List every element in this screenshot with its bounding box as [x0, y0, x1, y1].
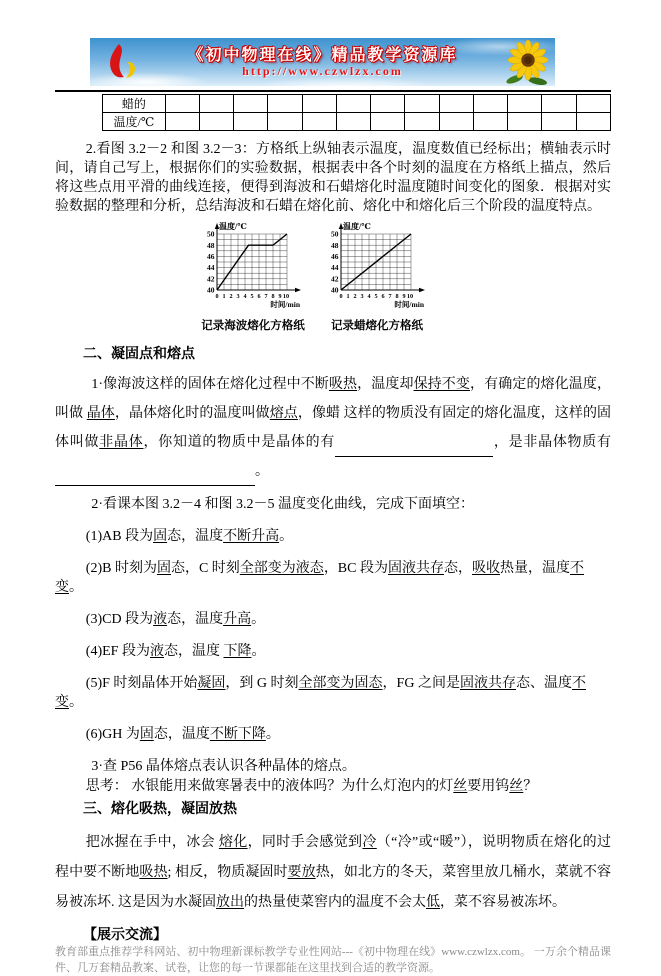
table-empty-cell	[576, 95, 610, 113]
table-row-temperature	[103, 113, 611, 131]
question-text: ，温度却	[357, 377, 414, 392]
question-text: 。	[69, 580, 83, 595]
wax-chart-caption: 记录蜡熔化方格纸	[331, 320, 423, 332]
question-text: 的热量使菜窖内的温度不会太	[244, 895, 426, 910]
question-text: ，是非晶体物质有	[493, 435, 612, 450]
table-empty-cell	[336, 95, 370, 113]
question-text: ，像蜡 这样的物质没有固定的熔化温度，这样的固体叫做	[55, 406, 612, 450]
table-empty-cell	[439, 113, 473, 131]
svg-text:温度/℃: 温度/℃	[219, 222, 247, 231]
item-2-sub-5	[55, 674, 611, 712]
question-text: ，到 G 时刻	[225, 676, 299, 691]
site-banner	[90, 38, 555, 86]
answer-underlined: 熔化	[218, 835, 248, 850]
question-text: (1)AB 段为	[85, 529, 154, 544]
answer-underlined: 要放	[287, 865, 316, 880]
svg-text:46: 46	[207, 252, 215, 261]
question-text: 态，C 时刻	[170, 561, 240, 576]
banner-text-block	[140, 46, 505, 77]
question-text: ，菜不容易被冻坏。	[440, 895, 566, 910]
svg-text:2: 2	[229, 293, 233, 300]
question-text: 。	[255, 464, 269, 479]
svg-text:6: 6	[257, 293, 261, 300]
sunflower-icon	[505, 39, 551, 85]
question-text: ？	[523, 779, 538, 794]
answer-underlined: 丝	[509, 779, 524, 794]
question-text: ，FG 之间是	[382, 676, 460, 691]
item-2-sub-4	[55, 642, 611, 661]
table-empty-cell	[371, 95, 405, 113]
item-1-paragraph	[55, 370, 611, 486]
question-text: 热量，温度	[500, 561, 570, 576]
table-empty-cell	[439, 95, 473, 113]
svg-text:44: 44	[207, 263, 215, 273]
question-text: 态，温度	[153, 727, 210, 742]
instruction-paragraph: 2.看图 3.2－2 和图 3.2－3：方格纸上纵轴表示温度，温度数值已经标出；横轴表示时间，请自己写上，根据你们的实验数据，根据表中各个时刻的温度在方格纸上描点，然后将这些点用平滑的曲线连接，便得到海波和石蜡熔化时温度随时间变化的图象．根据对实验数据的整理和分析，总结海波和石蜡在熔化前、熔化中和熔化后三个阶段的温度特点。	[55, 142, 611, 214]
svg-text:40: 40	[331, 285, 339, 295]
page-footer: 教育部重点推荐学科网站、初中物理新课标教学专业性网站---《初中物理在线》www.czwlzx.com。 一万余个精品课件、几万套精品教案、试卷，让您的每一节课都能在这里找到合适的教学资源。	[55, 946, 611, 974]
table-empty-cell	[268, 95, 302, 113]
svg-text:4: 4	[367, 293, 371, 300]
table-empty-cell	[200, 113, 234, 131]
charts-row	[37, 221, 593, 333]
question-text: (5)F 时刻晶体开始	[85, 676, 198, 691]
question-text: 。	[251, 644, 266, 659]
question-text: （“冷”或“暖”），说明物质在熔化的过程中要不断地	[55, 835, 612, 880]
svg-text:1: 1	[346, 293, 350, 300]
table-empty-cell	[234, 95, 268, 113]
svg-text:48: 48	[207, 240, 215, 250]
item-2-sub-1	[55, 527, 611, 546]
answer-underlined: 下降	[223, 644, 252, 659]
answer-underlined: 吸热	[139, 865, 168, 880]
answer-underlined: 吸收	[472, 561, 500, 576]
answer-underlined: 升高	[223, 612, 252, 627]
melting-heat-paragraph	[55, 828, 611, 918]
svg-text:9: 9	[402, 293, 406, 300]
table-empty-cell	[268, 113, 302, 131]
svg-text:50: 50	[331, 229, 339, 239]
svg-text:42: 42	[207, 274, 215, 284]
answer-underlined: 液	[153, 612, 168, 627]
question-text: (4)EF 段为	[85, 644, 150, 659]
answer-underlined: 丝	[453, 779, 468, 794]
svg-text:3: 3	[360, 293, 364, 300]
svg-text:5: 5	[374, 293, 378, 300]
answer-underlined: 全部变为液态	[239, 561, 324, 576]
fill-in-blank	[335, 442, 493, 457]
table-empty-cell	[165, 95, 199, 113]
item-2-sub-3	[55, 610, 611, 629]
table-empty-cell	[508, 113, 542, 131]
table-empty-cell	[508, 95, 542, 113]
haibo-melting-chart	[193, 221, 313, 333]
question-text: ，同时手会感觉到	[247, 835, 363, 850]
answer-underlined: 不变	[55, 561, 584, 595]
question-text: 态、温度	[515, 676, 572, 691]
answer-underlined: 液	[149, 644, 164, 659]
table-empty-cell	[473, 113, 507, 131]
table-empty-cell	[371, 113, 405, 131]
answer-underlined: 不断下降	[209, 727, 266, 742]
question-text: 。	[265, 727, 280, 742]
table-empty-cell	[473, 95, 507, 113]
question-text: 把冰握在手中，冰会	[85, 835, 219, 850]
svg-text:48: 48	[331, 240, 339, 250]
answer-underlined: 固	[156, 561, 171, 576]
answer-underlined: 冷	[362, 835, 377, 850]
question-text: ，晶体熔化时的温度叫做	[114, 406, 270, 421]
svg-text:0: 0	[215, 293, 219, 300]
show-exchange-heading: 【展示交流】	[83, 928, 167, 943]
answer-underlined: 放出	[216, 895, 244, 910]
question-text: 思考： 水银能用来做寒暑表中的液体吗？为什么灯泡内的灯	[85, 779, 454, 794]
banner-title: 《初中物理在线》精品教学资源库	[187, 47, 458, 65]
question-text: 态，温度	[167, 529, 224, 544]
section-3-heading: 三、熔化吸热，凝固放热	[83, 802, 237, 817]
answer-underlined: 非晶体	[99, 435, 144, 450]
svg-text:50: 50	[207, 229, 215, 239]
answer-underlined: 低	[426, 895, 440, 910]
question-text: ，BC 段为	[323, 561, 388, 576]
question-text: (3)CD 段为	[85, 612, 154, 627]
svg-text:6: 6	[381, 293, 385, 300]
item-2-intro: 2·看课本图 3.2－4 和图 3.2－5 温度变化曲线，完成下面填空：	[91, 497, 475, 512]
table-empty-cell	[302, 95, 336, 113]
fill-in-blank	[55, 471, 255, 486]
table-empty-cell	[234, 113, 268, 131]
question-text: (2)B 时刻为	[85, 561, 157, 576]
answer-underlined: 不断升高	[223, 529, 280, 544]
question-text: 热，如北方的冬天，菜窖里放几桶水，菜就不容易被冻坏. 这是因为水凝固	[55, 865, 612, 910]
header-divider	[55, 90, 611, 92]
banner-url: http://www.czwlzx.com	[242, 64, 403, 79]
answer-underlined: 晶体	[86, 406, 115, 421]
answer-underlined: 固	[139, 727, 154, 742]
table-empty-cell	[542, 95, 576, 113]
table-empty-cell	[302, 113, 336, 131]
svg-text:温度/℃: 温度/℃	[343, 222, 371, 231]
site-logo-icon	[106, 41, 140, 83]
table-row-label: 温度/℃	[103, 113, 166, 131]
question-text: 。	[251, 612, 266, 627]
svg-text:2: 2	[353, 293, 357, 300]
svg-text:5: 5	[250, 293, 254, 300]
wax-temperature-table	[102, 94, 611, 131]
svg-text:8: 8	[271, 293, 275, 300]
wax-melting-chart	[317, 221, 437, 333]
think-question	[55, 777, 611, 796]
svg-text:1: 1	[222, 293, 226, 300]
table-empty-cell	[336, 113, 370, 131]
item-2-sub-2	[55, 559, 611, 597]
svg-text:9: 9	[278, 293, 282, 300]
table-empty-cell	[165, 113, 199, 131]
answer-underlined: 全部变为固态	[298, 676, 383, 691]
question-text: 态，温度	[167, 612, 224, 627]
table-empty-cell	[576, 113, 610, 131]
svg-text:42: 42	[331, 274, 339, 284]
svg-text:46: 46	[331, 252, 339, 261]
svg-text:时间/min: 时间/min	[270, 300, 300, 309]
table-row-wax	[103, 95, 611, 113]
svg-text:40: 40	[207, 285, 215, 295]
answer-underlined: 凝固	[197, 676, 226, 691]
answer-underlined: 熔点	[269, 406, 298, 421]
svg-text:7: 7	[388, 293, 392, 300]
question-text: ，你知道的物质中是晶体的有	[143, 435, 336, 450]
question-text: 态，温度	[163, 644, 224, 659]
answer-underlined: 吸热	[328, 377, 358, 392]
svg-text:0: 0	[339, 293, 343, 300]
answer-underlined: 固液共存	[388, 561, 444, 576]
svg-text:时间/min: 时间/min	[394, 300, 424, 309]
answer-underlined: 保持不变	[413, 377, 471, 392]
svg-text:8: 8	[395, 293, 399, 300]
svg-text:44: 44	[331, 263, 339, 273]
item-2-sub-6	[55, 725, 611, 744]
section-2-heading: 二、凝固点和熔点	[83, 347, 195, 362]
question-text: (6)GH 为	[85, 727, 140, 742]
answer-underlined: 不变	[55, 676, 586, 710]
question-text: ; 相反，物质凝固时	[167, 865, 288, 880]
question-text: 态，	[444, 561, 472, 576]
answer-underlined: 固液共存	[459, 676, 516, 691]
question-text: 1·像海波这样的固体在熔化过程中不断	[91, 377, 329, 392]
wax-chart-plot	[317, 221, 437, 318]
svg-text:7: 7	[264, 293, 268, 300]
haibo-chart-plot	[193, 221, 313, 318]
svg-text:10: 10	[406, 293, 414, 300]
answer-underlined: 固	[153, 529, 168, 544]
haibo-chart-caption: 记录海波熔化方格纸	[201, 320, 305, 332]
table-empty-cell	[542, 113, 576, 131]
question-text: 。	[279, 529, 294, 544]
question-text: ，有确定的熔化温度，叫做	[55, 377, 611, 421]
question-text: 要用钨	[467, 779, 510, 794]
table-empty-cell	[405, 113, 439, 131]
table-empty-cell	[200, 95, 234, 113]
item-3-paragraph: 3·查 P56 晶体熔点表认识各种晶体的熔点。	[91, 759, 356, 774]
svg-text:3: 3	[236, 293, 240, 300]
table-row-label: 蜡的	[103, 95, 166, 113]
question-text: 。	[69, 695, 83, 710]
svg-text:4: 4	[243, 293, 247, 300]
table-empty-cell	[405, 95, 439, 113]
svg-text:10: 10	[282, 293, 290, 300]
